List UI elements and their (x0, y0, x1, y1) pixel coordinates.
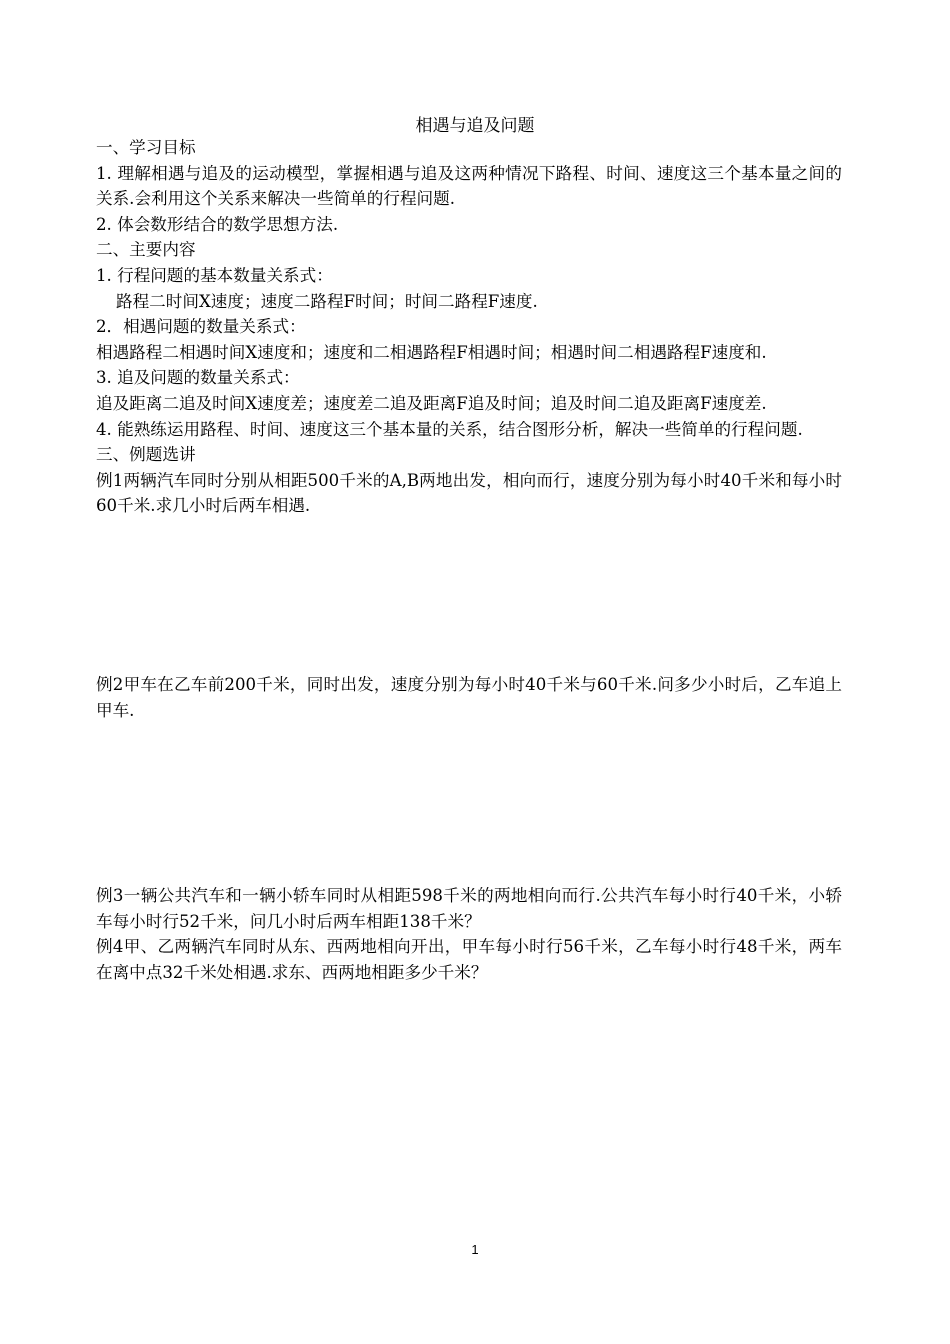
content-item-4: 4. 能熟练运用路程、时间、速度这三个基本量的关系，结合图形分析，解决一些简单的行程问题. (96, 419, 803, 439)
document-title: 相遇与追及问题 (415, 116, 535, 136)
example-3: 例3一辆公共汽车和一辆小轿车同时从相距598千米的两地相向而行.公共汽车每小时行40千米，小轿车每小时行52千米，问几小时后两车相距138千米？ (96, 886, 842, 931)
content-item-3: 3. 追及问题的数量关系式： (96, 368, 300, 388)
goal-item-2: 2. 体会数形结合的数学思想方法. (96, 214, 339, 234)
section-heading-learning-goals: 一、学习目标 (96, 138, 196, 157)
section-heading-main-content: 二、主要内容 (96, 240, 196, 260)
example-4: 例4甲、乙两辆汽车同时从东、西两地相向开出，甲车每小时行56千米，乙车每小时行48千米，两车在离中点32千米处相遇.求东、西两地相距多少千米？ (96, 937, 842, 982)
goal-item-1: 1. 理解相遇与追及的运动模型，掌握相遇与追及这两种情况下路程、时间、速度这三个基本量之间的关系.会利用这个关系来解决一些简单的行程问题. (96, 163, 842, 209)
content-item-2-formula: 相遇路程二相遇时间X速度和；速度和二相遇路程F相遇时间；相遇时间二相遇路程F速度和. (96, 342, 767, 362)
answer-space-2 (96, 723, 842, 883)
content-item-2: 2．相遇问题的数量关系式： (96, 317, 306, 337)
content-item-3-formula: 追及距离二追及时间X速度差；速度差二追及距离F追及时间；追及时间二追及距离F速度差. (96, 393, 767, 413)
document-body (96, 135, 842, 985)
example-2: 例2甲车在乙车前200千米，同时出发，速度分别为每小时40千米与60千米.问多少小时后，乙车追上甲车. (96, 674, 842, 720)
example-1: 例1两辆汽车同时分别从相距500千米的A,B两地出发，相向而行，速度分别为每小时40千米和每小时60千米.求几小时后两车相遇. (96, 470, 842, 516)
content-item-1: 1. 行程问题的基本数量关系式： (96, 265, 333, 285)
section-heading-examples: 三、例题选讲 (96, 445, 196, 465)
answer-space-1 (96, 519, 842, 672)
content-item-1-formula: 路程二时间X速度；速度二路程F时间；时间二路程F速度. (116, 291, 538, 311)
page-number: 1 (471, 1242, 479, 1257)
